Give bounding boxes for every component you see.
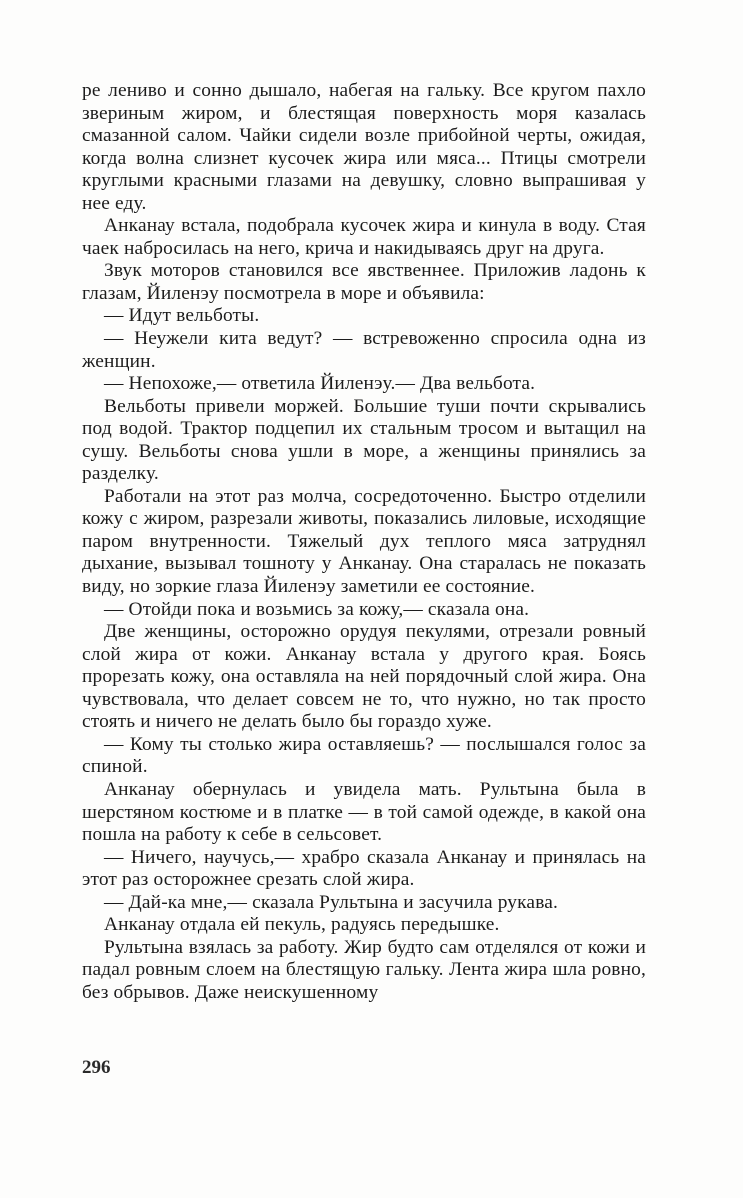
paragraph: Анканау встала, подобрала кусочек жира и кинула в воду. Стая чаек набросилась на него, крича и накидываясь друг на друга. <box>82 215 646 259</box>
paragraph: — Отойди пока и возьмись за кожу,— сказала она. <box>104 598 530 620</box>
paragraph: Анканау отдала ей пекуль, радуясь передышке. <box>104 914 500 936</box>
paragraph: Работали на этот раз молча, сосредоточенно. Быстро отделили кожу с жиром, разрезали животы, показались лиловые, исходящие паром внутренности. Тяжелый дух теплого мяса затруднял дыхание, вызывал тошноту у Анканау. Она старалась не показать виду, но зоркие глаза Йиленэу заметили ее состояние. <box>82 485 646 598</box>
paragraph: — Дай-ка мне,— сказала Рультына и засучила рукава. <box>104 891 558 913</box>
paragraph: Две женщины, осторожно орудуя пекулями, отрезали ровный слой жира от кожи. Анканау встала у другого края. Боясь прорезать кожу, она оставляла на ней порядочный слой жира. Она чувствовала, что делает совсем не то, что нужно, но так просто стоять и ничего не делать было бы гораздо хуже. <box>82 621 646 733</box>
paragraph: ре лениво и сонно дышало, набегая на гальку. Все кругом пахло звериным жиром, и блестящая поверхность моря казалась смазанной салом. Чайки сидели возле прибойной черты, ожидая, когда волна слизнет кусочек жира или мяса... Птицы смотрели круглыми красными глазами на девушку, словно выпрашивая у нее еду. <box>82 80 646 214</box>
page-number: 296 <box>82 1057 111 1078</box>
paragraph: — Кому ты столько жира оставляешь? — послышался голос за спиной. <box>82 733 646 778</box>
body-text <box>82 80 646 1004</box>
paragraph: Анканау обернулась и увидела мать. Рультына была в шерстяном костюме и в платке — в той самой одежде, в какой она пошла на работу к себе в сельсовет. <box>82 778 646 846</box>
paragraph: Вельботы привели моржей. Большие туши почти скрывались под водой. Трактор подцепил их стальным тросом и вытащил на сушу. Вельботы снова ушли в море, а женщины принялись за разделку. <box>82 395 646 485</box>
paragraph: Рультына взялась за работу. Жир будто сам отделялся от кожи и падал ровным слоем на блестящую гальку. Лента жира шла ровно, без обрывов. Даже неискушенному <box>82 936 646 1003</box>
paragraph: Звук моторов становился все явственнее. Приложив ладонь к глазам, Йиленэу посмотрела в море и объявила: <box>82 260 646 304</box>
paragraph: — Ничего, научусь,— храбро сказала Анканау и принялась на этот раз осторожнее срезать слой жира. <box>82 846 646 891</box>
paragraph: — Неужели кита ведут? — встревоженно спросила одна из женщин. <box>82 328 646 372</box>
paragraph: — Идут вельботы. <box>104 305 260 327</box>
paragraph: — Непохоже,— ответила Йиленэу.— Два вельбота. <box>104 373 536 395</box>
